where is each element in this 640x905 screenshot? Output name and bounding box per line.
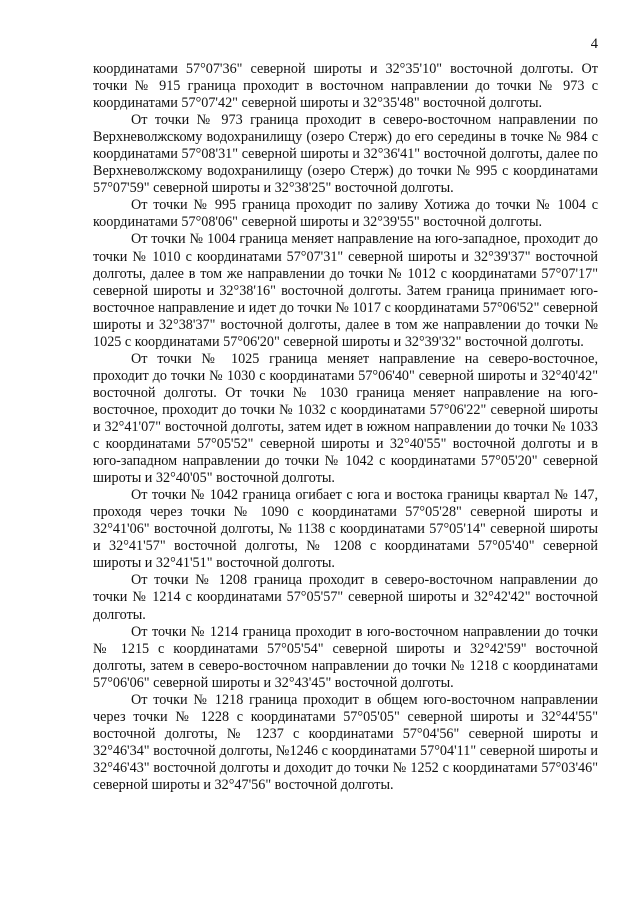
page-number: 4: [590, 36, 598, 52]
paragraph: От точки № 995 граница проходит по заливу Хотижа до точки № 1004 с координатами 57°08'06" северной широты и 32°39'55" восточной долготы.: [93, 197, 598, 231]
paragraph: От точки № 1042 граница огибает с юга и востока границы квартал № 147, проходя через точки № 1090 с координатами 57°05'28" северной широты и 32°41'06" восточной долготы, № 1138 с координатами 57°05'14" северной широты и 32°41'57" восточной долготы, № 1208 с координатами 57°05'40" северной широты и 32°41'51" восточной долготы.: [93, 487, 598, 572]
paragraph: От точки № 1004 граница меняет направление на юго-западное, проходит до точки № 1010 с координатами 57°07'31" северной широты и 32°39'37" восточной долготы, далее в том же направлении до точки № 1012 с координатами 57°07'17" северной широты и 32°38'16" восточной долготы. Затем граница принимает юго-восточное направление и идет до точки № 1017 с координатами 57°06'52" северной широты и 32°38'37" восточной долготы, далее в том же направлении до точки № 1025 с координатами 57°06'20" северной широты и 32°39'32" восточной долготы.: [93, 231, 598, 350]
paragraph-continuation: координатами 57°07'36" северной широты и 32°35'10" восточной долготы. От точки № 915 граница проходит в восточном направлении до точки № 973 с координатами 57°07'42" северной широты и 32°35'48" восточной долготы.: [93, 61, 598, 112]
paragraph: От точки № 973 граница проходит в северо-восточном направлении по Верхневолжскому водохранилищу (озеро Стерж) до его середины в точке № 984 с координатами 57°08'31" северной широты и 32°36'41" восточной долготы, далее по Верхневолжскому водохранилищу (озеро Стерж) до точки № 995 с координатами 57°07'59" северной широты и 32°38'25" восточной долготы.: [93, 112, 598, 197]
paragraph: От точки № 1218 граница проходит в общем юго-восточном направлении через точки № 1228 с координатами 57°05'05" северной широты и 32°44'55" восточной долготы, № 1237 с координатами 57°04'56" северной широты и 32°46'34" восточной долготы, №1246 с координатами 57°04'11" северной широты и 32°46'43" восточной долготы и доходит до точки № 1252 с координатами 57°03'46" северной широты и 32°47'56" восточной долготы.: [93, 691, 598, 793]
document-body: [93, 61, 598, 794]
paragraph: От точки № 1214 граница проходит в юго-восточном направлении до точки № 1215 с координатами 57°05'54" северной широты и 32°42'59" восточной долготы, затем в северо-восточном направлении до точки № 1218 с координатами 57°06'06" северной широты и 32°43'45" восточной долготы.: [93, 623, 598, 691]
paragraph: От точки № 1025 граница меняет направление на северо-восточное, проходит до точки № 1030 с координатами 57°06'40" северной широты и 32°40'42" восточной долготы. От точки № 1030 граница меняет направление на юго-восточное, проходит до точки № 1032 с координатами 57°06'22" северной широты и 32°41'07" восточной долготы, затем идет в южном направлении до точки № 1033 с координатами 57°05'52" северной широты и 32°40'55" восточной долготы и в юго-западном направлении до точки № 1042 с координатами 57°05'20" северной широты и 32°40'05" восточной долготы.: [93, 350, 598, 487]
paragraph: От точки № 1208 граница проходит в северо-восточном направлении до точки № 1214 с координатами 57°05'57" северной широты и 32°42'42" восточной долготы.: [93, 572, 598, 623]
